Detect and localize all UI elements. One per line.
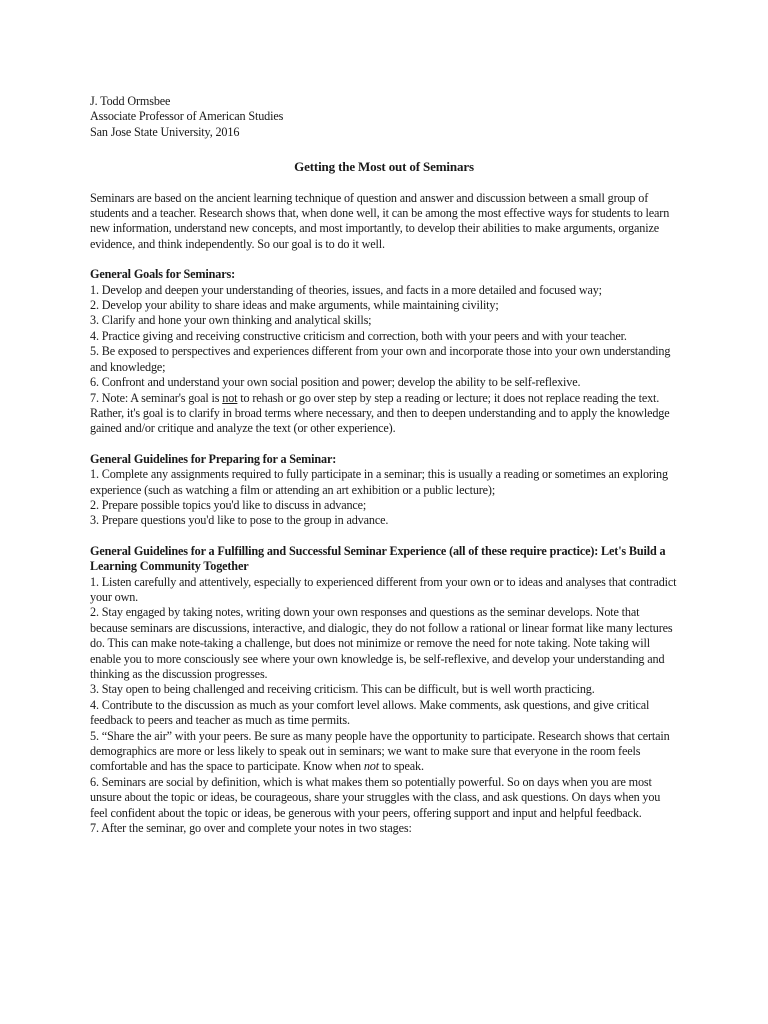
fulfilling-section [90,544,678,837]
author-block [90,94,678,140]
goal-item: 1. Develop and deepen your understanding of theories, issues, and facts in a more detailed and focused way; [90,282,602,297]
fulfilling-item: 6. Seminars are social by definition, which is what makes them so potentially powerful. So on days when you are most unsure about the topic or ideas, be courageous, share your struggles with the class, and ask questions. On days when you feel confident about the topic or ideas, be generous with your peers, offering support and input and helpful feedback. [90,774,661,820]
goal-item: 2. Develop your ability to share ideas and make arguments, while maintaining civility; [90,298,499,313]
fulfilling-item [90,729,678,775]
fulfilling-item-5-start: 5. “Share the air” with your peers. Be sure as many people have the opportunity to participate. Research shows that certain demographics are more or less likely to speak out in seminars; we want to make sure that everyone in the room feels comfortable and has the space to participate. Know when [90,728,670,774]
fulfilling-item: 2. Stay engaged by taking notes, writing down your own responses and questions as the seminar develops. Note that because seminars are discussions, interactive, and dialogic, they do not follow a rational or linear format like many lectures do. This can make note-taking a challenge, but does not minimize or remove the need for note taking. Note taking will enable you to more consciously see where your own knowledge is, be self-reflexive, and develop your understanding and thinking as the discussion progresses. [90,605,673,681]
preparing-section [90,452,678,529]
author-affiliation: San Jose State University, 2016 [90,124,240,139]
fulfilling-item-5-end: to speak. [378,759,424,774]
preparing-heading: General Guidelines for Preparing for a Seminar: [90,451,337,466]
fulfilling-item: 7. After the seminar, go over and complete your notes in two stages: [90,821,412,836]
fulfilling-item: 1. Listen carefully and attentively, especially to experienced different from your own or to ideas and analyses that contradict your own. [90,574,677,604]
intro-paragraph: Seminars are based on the ancient learning technique of question and answer and discussion between a small group of students and a teacher. Research shows that, when done well, it can be among the most effective ways for students to learn new information, understand new concepts, and most importantly, to develop their abilities to make arguments, organize evidence, and think independently. So our goal is to do it well. [90,190,670,251]
goal-item-7-start: 7. Note: A seminar's goal is [90,390,223,405]
goal-item: 5. Be exposed to perspectives and experiences different from your own and incorporate those into your own understanding and knowledge; [90,344,671,374]
author-position: Associate Professor of American Studies [90,109,284,124]
document-page [90,94,678,836]
goal-item: 6. Confront and understand your own social position and power; develop the ability to be self-reflexive. [90,375,581,390]
preparing-item: 2. Prepare possible topics you'd like to discuss in advance; [90,497,367,512]
fulfilling-item: 4. Contribute to the discussion as much as your comfort level allows. Make comments, ask questions, and give critical feedback to peers and teacher as much as time permits. [90,697,650,728]
fulfilling-heading: General Guidelines for a Fulfilling and Successful Seminar Experience (all of these require practice): Let's Build a Learning Community Together [90,543,666,574]
goal-item: 3. Clarify and hone your own thinking and analytical skills; [90,313,372,328]
goals-heading: General Goals for Seminars: [90,267,236,282]
preparing-item: 3. Prepare questions you'd like to pose to the group in advance. [90,513,389,528]
goal-item-7-end: to rehash or go over step by step a reading or lecture; it does not replace reading the text. Rather, it's goal is to clarify in broad terms where necessary, and then to deepen understanding and to apply the knowledge gained and/or critique and analyze the text (or other experience). [90,390,670,436]
fulfilling-item: 3. Stay open to being challenged and receiving criticism. This can be difficult, but is well worth practicing. [90,682,595,697]
goals-section [90,267,678,436]
goal-item: 4. Practice giving and receiving constructive criticism and correction, both with your peers and with your teacher. [90,328,627,343]
goal-item [90,391,678,437]
underlined-word: not [222,390,238,405]
italic-word: not [363,759,379,774]
document-title: Getting the Most out of Seminars [294,159,474,175]
author-name: J. Todd Ormsbee [90,94,171,108]
preparing-item: 1. Complete any assignments required to fully participate in a seminar; this is usually a reading or sometimes an exploring experience (such as watching a film or attending an art exhibition or a public lecture); [90,467,668,497]
